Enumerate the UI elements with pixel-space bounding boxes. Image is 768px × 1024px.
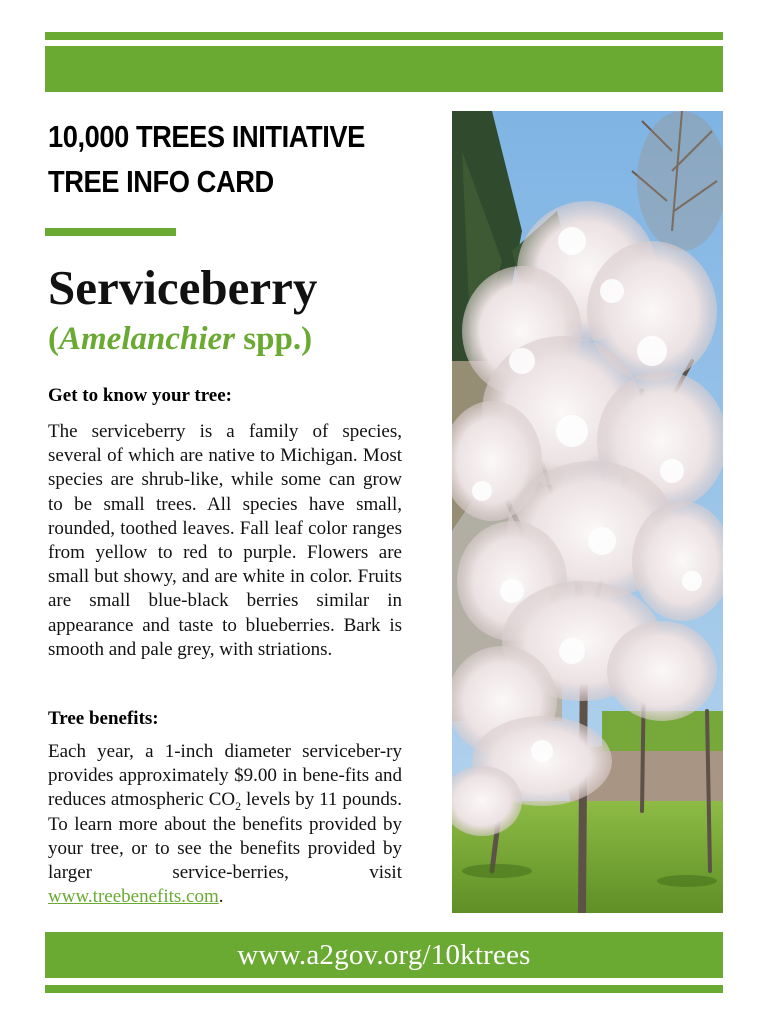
accent-divider [45, 228, 176, 236]
footer-bar [45, 932, 723, 978]
sci-open-paren: ( [48, 321, 59, 357]
know-your-tree-text: The serviceberry is a family of species, several of which are native to Michigan. Most species are shrub-like, while some can grow to be small trees. All species have small, rounded, toothed leaves. Fall leaf color ranges from yellow to red to purple. Flowers are small but showy, and are white in color. Fruits are small blue-black berries similar in appearance and taste to blueberries. Bark is smooth and pale grey, with striations. [48, 421, 402, 660]
tree-scientific-name [48, 316, 312, 362]
top-banner-bar [45, 46, 723, 92]
co2-subscript: 2 [235, 799, 242, 814]
benefits-text-part-1: Each year, a 1-inch diameter serviceber-ry provides approximately $9.00 in bene-fits and reduces atmospheric CO [48, 741, 402, 811]
footer-url[interactable]: www.a2gov.org/10ktrees [237, 938, 531, 971]
serviceberry-photo [452, 111, 723, 913]
know-your-tree-heading: Get to know your tree: [48, 385, 232, 406]
sci-genus: Amelanchier [59, 321, 236, 357]
bottom-thin-bar [45, 985, 723, 993]
sci-rest: spp.) [235, 321, 313, 357]
benefits-text-part-2: levels by 11 pounds. To learn more about the benefits provided by your tree, or to see the benefits provided by larger service-berries, visit [48, 789, 402, 884]
tree-common-name: Serviceberry [48, 260, 318, 315]
top-thin-bar [45, 32, 723, 40]
treebenefits-link[interactable]: www.treebenefits.com [48, 886, 219, 908]
benefits-text-end: . [218, 886, 224, 908]
tree-benefits-text [48, 740, 402, 909]
tree-benefits-heading: Tree benefits: [48, 708, 159, 729]
heading-line-1: 10,000 TREES INITIATIVE [48, 119, 365, 154]
card-heading [48, 114, 382, 204]
heading-line-2: TREE INFO CARD [48, 164, 274, 199]
